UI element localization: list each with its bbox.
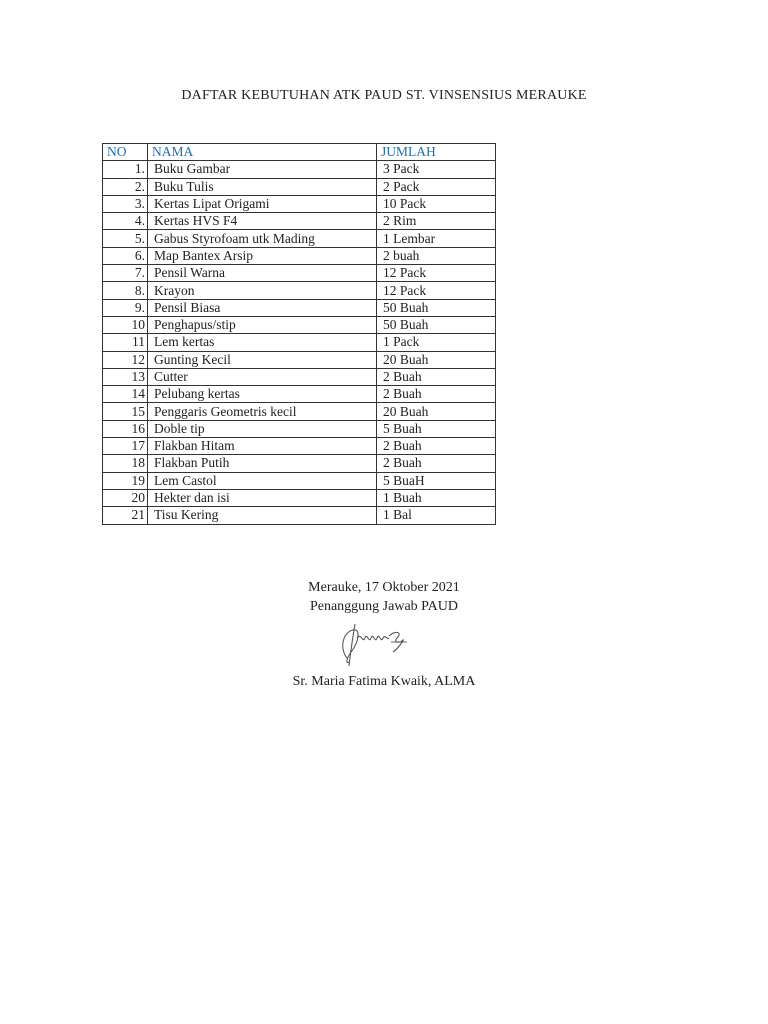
item-quantity: 2 Buah [377, 438, 496, 455]
item-name: Pensil Warna [148, 265, 377, 282]
item-name: Map Bantex Arsip [148, 247, 377, 264]
item-quantity: 3 Pack [377, 161, 496, 178]
item-name: Kertas HVS F4 [148, 213, 377, 230]
table-row [103, 386, 496, 403]
item-name: Buku Tulis [148, 178, 377, 195]
item-quantity: 2 buah [377, 247, 496, 264]
document-title: DAFTAR KEBUTUHAN ATK PAUD ST. VINSENSIUS MERAUKE [181, 88, 587, 103]
item-quantity: 2 Buah [377, 455, 496, 472]
item-name: Cutter [148, 368, 377, 385]
row-number: 12 [103, 351, 148, 368]
table-body [103, 161, 496, 524]
item-name: Pelubang kertas [148, 386, 377, 403]
table-row [103, 213, 496, 230]
item-quantity: 12 Pack [377, 265, 496, 282]
row-number: 13 [103, 368, 148, 385]
item-quantity: 10 Pack [377, 195, 496, 212]
item-name: Hekter dan isi [148, 489, 377, 506]
row-number: 15 [103, 403, 148, 420]
header-name: NAMA [148, 144, 377, 161]
item-quantity: 5 Buah [377, 420, 496, 437]
item-name: Pensil Biasa [148, 299, 377, 316]
table-row [103, 195, 496, 212]
item-name: Flakban Putih [148, 455, 377, 472]
table-row [103, 420, 496, 437]
item-quantity: 2 Buah [377, 386, 496, 403]
table-row [103, 265, 496, 282]
signer-name: Sr. Maria Fatima Kwaik, ALMA [292, 674, 476, 689]
table-header-row [103, 144, 496, 161]
item-name: Doble tip [148, 420, 377, 437]
item-quantity: 1 Bal [377, 507, 496, 524]
signer-role: Penanggung Jawab PAUD [309, 599, 459, 614]
row-number: 17 [103, 438, 148, 455]
row-number: 14 [103, 386, 148, 403]
item-quantity: 2 Rim [377, 213, 496, 230]
table-row [103, 489, 496, 506]
item-name: Gabus Styrofoam utk Mading [148, 230, 377, 247]
item-quantity: 20 Buah [377, 403, 496, 420]
row-number: 9. [103, 299, 148, 316]
table-row [103, 282, 496, 299]
item-quantity: 50 Buah [377, 316, 496, 333]
table-row [103, 334, 496, 351]
table-row [103, 351, 496, 368]
item-quantity: 5 BuaH [377, 472, 496, 489]
supplies-table [102, 143, 496, 525]
item-name: Kertas Lipat Origami [148, 195, 377, 212]
item-name: Penggaris Geometris kecil [148, 403, 377, 420]
table-row [103, 403, 496, 420]
item-name: Flakban Hitam [148, 438, 377, 455]
row-number: 1. [103, 161, 148, 178]
table-row [103, 316, 496, 333]
header-qty: JUMLAH [377, 144, 496, 161]
item-name: Lem Castol [148, 472, 377, 489]
row-number: 8. [103, 282, 148, 299]
table-row [103, 472, 496, 489]
item-quantity: 1 Pack [377, 334, 496, 351]
table-row [103, 178, 496, 195]
row-number: 5. [103, 230, 148, 247]
item-quantity: 2 Buah [377, 368, 496, 385]
row-number: 7. [103, 265, 148, 282]
item-quantity: 1 Buah [377, 489, 496, 506]
header-no: NO [103, 144, 148, 161]
row-number: 21 [103, 507, 148, 524]
row-number: 20 [103, 489, 148, 506]
item-name: Tisu Kering [148, 507, 377, 524]
table-row [103, 247, 496, 264]
item-quantity: 50 Buah [377, 299, 496, 316]
table-row [103, 230, 496, 247]
item-quantity: 2 Pack [377, 178, 496, 195]
item-name: Krayon [148, 282, 377, 299]
table-row [103, 299, 496, 316]
item-quantity: 20 Buah [377, 351, 496, 368]
table-row [103, 161, 496, 178]
signature-icon [333, 618, 413, 670]
row-number: 11 [103, 334, 148, 351]
item-name: Buku Gambar [148, 161, 377, 178]
item-name: Lem kertas [148, 334, 377, 351]
row-number: 10 [103, 316, 148, 333]
item-quantity: 1 Lembar [377, 230, 496, 247]
table-row [103, 455, 496, 472]
item-quantity: 12 Pack [377, 282, 496, 299]
table-row [103, 438, 496, 455]
row-number: 3. [103, 195, 148, 212]
place-date: Merauke, 17 Oktober 2021 [308, 580, 460, 595]
row-number: 4. [103, 213, 148, 230]
row-number: 19 [103, 472, 148, 489]
item-name: Penghapus/stip [148, 316, 377, 333]
row-number: 18 [103, 455, 148, 472]
table-row [103, 507, 496, 524]
table-row [103, 368, 496, 385]
row-number: 2. [103, 178, 148, 195]
item-name: Gunting Kecil [148, 351, 377, 368]
row-number: 16 [103, 420, 148, 437]
row-number: 6. [103, 247, 148, 264]
